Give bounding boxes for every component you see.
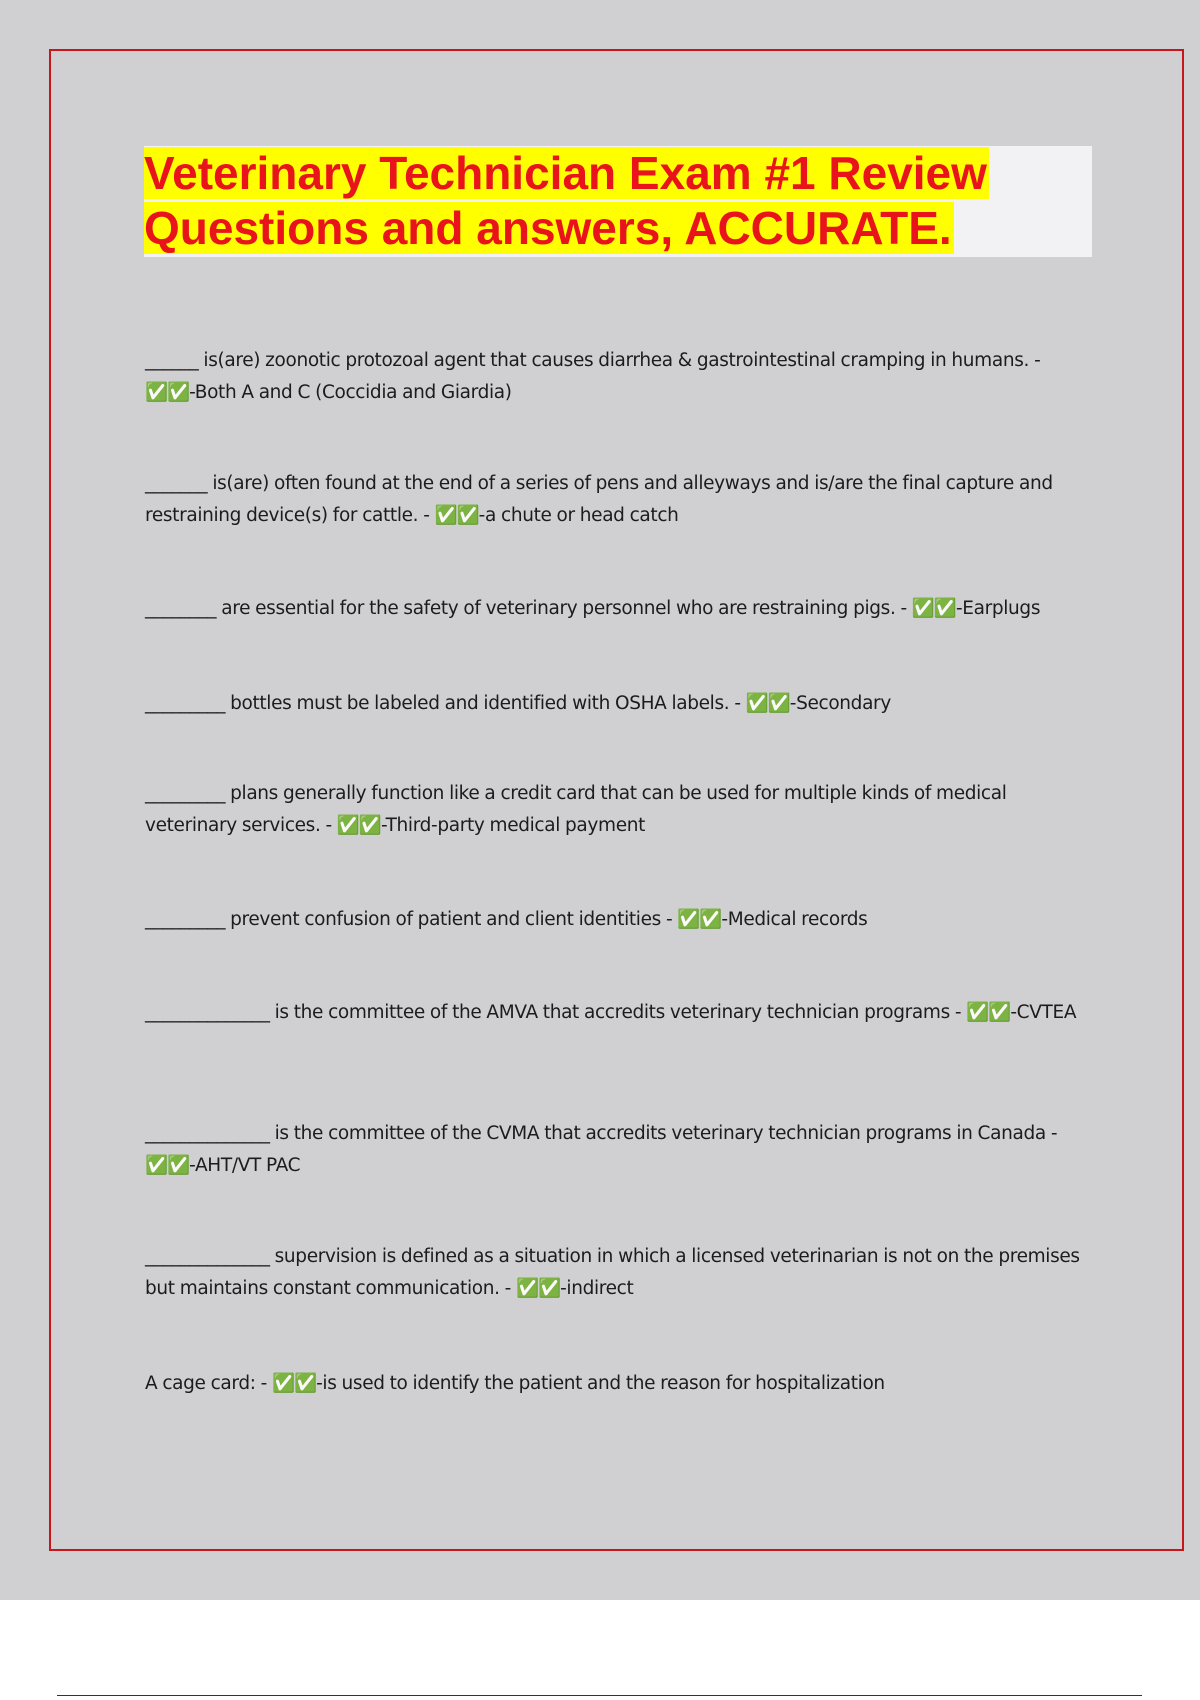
check-icon: ✅✅ <box>145 1155 190 1176</box>
qa-item-7: ______________ is the committee of the AMVA that accredits veterinary technician programs - ✅✅-CVTEA <box>145 1002 1077 1023</box>
qa-item-5: _________ plans generally function like a credit card that can be used for multiple kinds of medical veterinary services. - ✅✅-Third-party medical payment <box>145 783 1007 836</box>
qa-item-3: ________ are essential for the safety of veterinary personnel who are restraining pigs. - ✅✅-Earplugs <box>145 598 1041 619</box>
page-title-line-2: Questions and answers, ACCURATE. <box>144 202 952 254</box>
check-icon: ✅✅ <box>745 693 790 714</box>
check-icon: ✅✅ <box>516 1278 561 1299</box>
qa-item-8: ______________ is the committee of the CVMA that accredits veterinary technician programs in Canada - ✅✅-AHT/VT PAC <box>145 1123 1058 1176</box>
check-icon: ✅✅ <box>966 1002 1011 1023</box>
qa-item-9: ______________ supervision is defined as a situation in which a licensed veterinarian is not on the premises but maintains constant communication. - ✅✅-indirect <box>145 1246 1080 1299</box>
qa-item-2: _______ is(are) often found at the end of a series of pens and alleyways and is/are the final capture and restraining device(s) for cattle. - ✅✅-a chute or head catch <box>145 473 1053 526</box>
qa-item-1: ______ is(are) zoonotic protozoal agent that causes diarrhea & gastrointestinal cramping in humans. - ✅✅-Both A and C (Coccidia and Giardia) <box>145 350 1041 403</box>
qa-item-10: A cage card: - ✅✅-is used to identify the patient and the reason for hospitalization <box>145 1373 885 1394</box>
check-icon: ✅✅ <box>272 1373 317 1394</box>
check-icon: ✅✅ <box>911 598 956 619</box>
check-icon: ✅✅ <box>336 815 381 836</box>
footer-divider <box>57 1695 1142 1696</box>
page-title-line-1: Veterinary Technician Exam #1 Review <box>144 147 987 199</box>
check-icon: ✅✅ <box>145 382 190 403</box>
qa-item-4: _________ bottles must be labeled and identified with OSHA labels. - ✅✅-Secondary <box>145 693 891 714</box>
check-icon: ✅✅ <box>434 505 479 526</box>
check-icon: ✅✅ <box>677 909 722 930</box>
qa-item-6: _________ prevent confusion of patient and client identities - ✅✅-Medical records <box>145 909 868 930</box>
